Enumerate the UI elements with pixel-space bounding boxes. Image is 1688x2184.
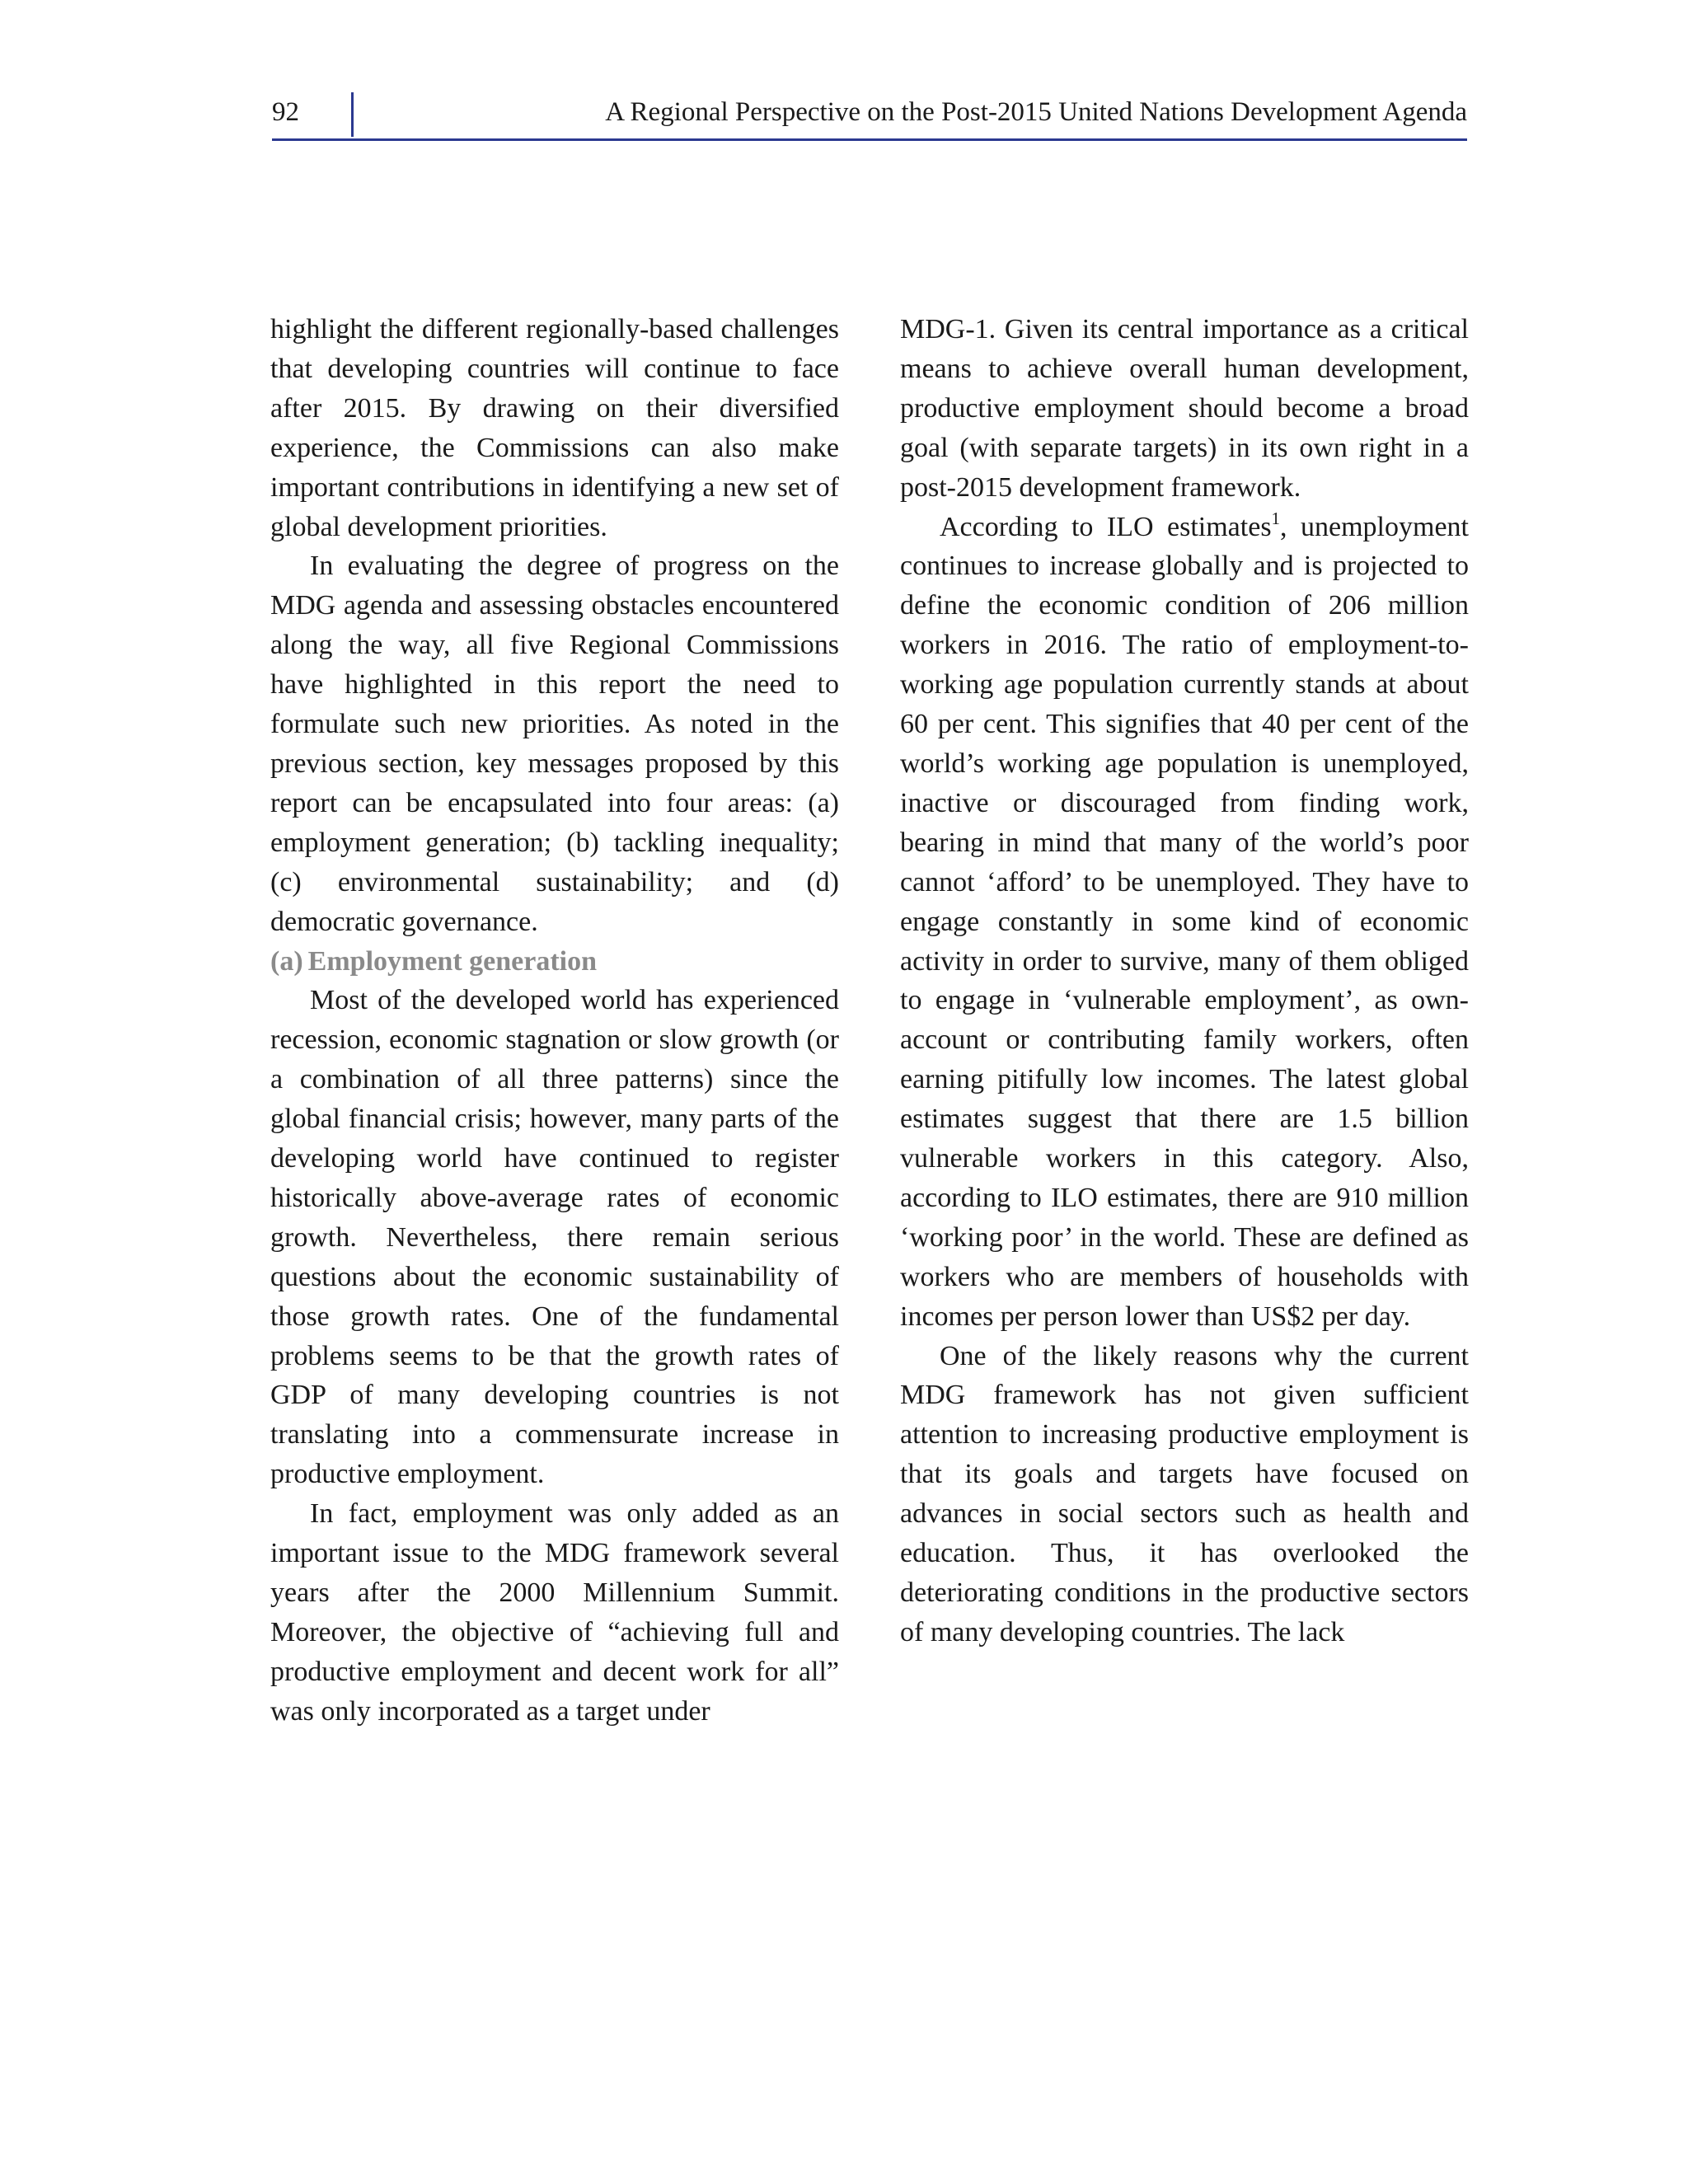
left-column bbox=[270, 310, 839, 1732]
section-subheading bbox=[270, 942, 839, 982]
page-header bbox=[272, 92, 1467, 141]
paragraph-text: According to ILO estimates bbox=[940, 511, 1272, 542]
subheading-text: Employment generation bbox=[307, 945, 598, 977]
paragraph-text: , unemployment continues to increase globally and is projected to define the economic condition of 206 million workers in 2016. The ratio of employment-to-working age population currently stands at about 60 per cent. This signifies that 40 per cent of the world’s working age population is unemployed, inactive or discouraged from finding work, bearing in mind that many of the world’s poor cannot ‘afford’ to be unemployed. They have to engage constantly in some kind of economic activity in order to survive, many of them obliged to engage in ‘vulnerable employment’, as own-account or contributing family workers, often earning pitifully low incomes. The latest global estimates suggest that there are 1.5 billion vulnerable workers in this category. Also, according to ILO estimates, there are 910 million ‘working poor’ in the world. These are defined as workers who are members of households with incomes per person lower than US$2 per day. bbox=[900, 511, 1469, 1332]
right-column bbox=[900, 310, 1469, 1652]
subheading-label: (a) bbox=[270, 945, 303, 977]
paragraph: One of the likely reasons why the current MDG framework has not given sufficient attention to increasing productive employment is that its goals and targets have focused on advances in social sectors such as health and education. Thus, it has overlooked the deteriorating conditions in the productive sectors of many developing countries. The lack bbox=[900, 1340, 1469, 1647]
page-number: 92 bbox=[272, 97, 299, 127]
paragraph: MDG-1. Given its central importance as a critical means to achieve overall human development, productive employment should become a broad goal (with separate targets) in its own right in a post-2015 development framework. bbox=[900, 314, 1469, 503]
paragraph: Most of the developed world has experienced recession, economic stagnation or slow growth (or a combination of all three patterns) since the global financial crisis; however, many parts of the developing world have continued to register historically above-average rates of economic growth. Nevertheless, there remain serious questions about the economic sustainability of those growth rates. One of the fundamental problems seems to be that the growth rates of GDP of many developing countries is not translating into a commensurate increase in productive employment. bbox=[270, 985, 839, 1490]
paragraph: In fact, employment was only added as an important issue to the MDG framework several years after the 2000 Millennium Summit. Moreover, the objective of “achieving full and productive employment and decent work for all” was only incorporated as a target under bbox=[270, 1498, 839, 1727]
footnote-marker[interactable]: 1 bbox=[1271, 508, 1281, 528]
paragraph: highlight the different regionally-based challenges that developing countries will continue to face after 2015. By drawing on their diversified experience, the Commissions can also make important contributions in identifying a new set of global development priorities. bbox=[270, 314, 839, 542]
paragraph: In evaluating the degree of progress on the MDG agenda and assessing obstacles encountered along the way, all five Regional Commissions have highlighted in this report the need to formulate such new priorities. As noted in the previous section, key messages proposed by this report can be encapsulated into four areas: (a) employment generation; (b) tackling inequality; (c) environmental sustainability; and (d) democratic governance. bbox=[270, 551, 839, 937]
header-divider bbox=[351, 92, 354, 137]
running-title: A Regional Perspective on the Post-2015 United Nations Development Agenda bbox=[605, 97, 1467, 127]
paragraph bbox=[900, 508, 1469, 1337]
